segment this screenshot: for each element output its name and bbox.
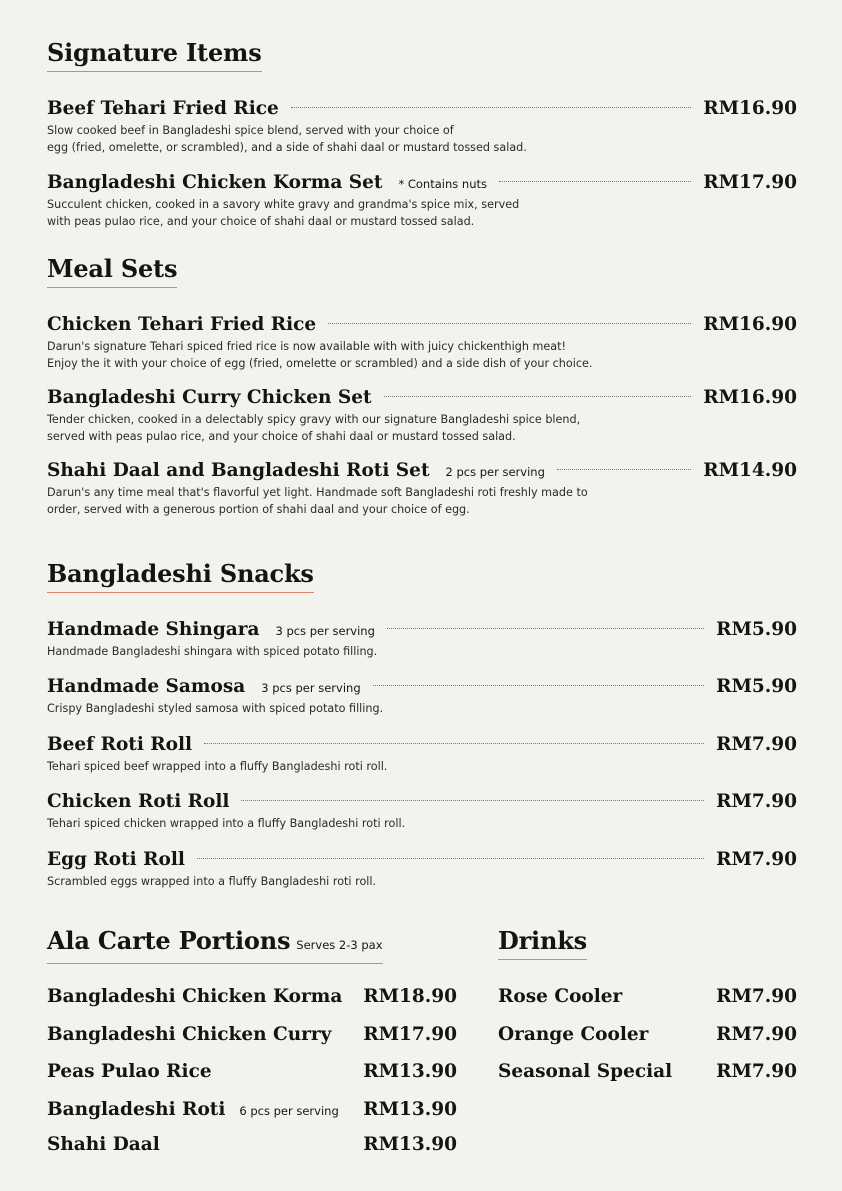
item-name: Bangladeshi Chicken Korma — [47, 986, 343, 1007]
item-price: RM13.90 — [363, 1134, 457, 1155]
dotted-leader — [387, 628, 704, 629]
item-description: Tehari spiced beef wrapped into a fluffy Bangladeshi roti roll. — [47, 760, 388, 773]
item-note: 3 pcs per serving — [275, 624, 375, 638]
item-price: RM7.90 — [716, 1024, 797, 1045]
item-name: Bangladeshi Roti — [47, 1099, 226, 1120]
item-description: Scrambled eggs wrapped into a fluffy Bangladeshi roti roll. — [47, 875, 377, 888]
menu-item — [47, 97, 797, 156]
ala-carte-item — [47, 1060, 457, 1084]
item-price: RM7.90 — [716, 791, 797, 812]
drink-item — [498, 1023, 797, 1047]
item-description: Darun's signature Tehari spiced fried rice is now available with with juicy chickenthigh meat! Enjoy the it with your choice of egg (fried, omelette or scrambled) and a side dish of your choice. — [47, 340, 593, 370]
ala-carte-item — [47, 1023, 457, 1047]
item-note: 2 pcs per serving — [445, 465, 545, 479]
menu-item — [47, 313, 797, 372]
item-description: Tehari spiced chicken wrapped into a fluffy Bangladeshi roti roll. — [47, 817, 406, 830]
item-description: Slow cooked beef in Bangladeshi spice blend, served with your choice of egg (fried, omelette, or scrambled), and a side of shahi daal or mustard tossed salad. — [47, 124, 527, 154]
ala-carte-item — [47, 1098, 457, 1122]
item-name: Bangladeshi Chicken Curry — [47, 1024, 332, 1045]
item-name: Chicken Tehari Fried Rice — [47, 314, 317, 335]
dotted-leader — [204, 743, 704, 744]
item-description: Tender chicken, cooked in a delectably spicy gravy with our signature Bangladeshi spice blend, served with peas pulao rice, and your choice of shahi daal or mustard tossed salad. — [47, 413, 581, 443]
item-name: Orange Cooler — [498, 1024, 649, 1045]
item-name: Handmade Samosa — [47, 676, 246, 697]
item-note: * Contains nuts — [398, 177, 487, 191]
dotted-leader — [291, 107, 691, 108]
menu-item — [47, 733, 797, 776]
item-price: RM5.90 — [716, 619, 797, 640]
dotted-leader — [328, 323, 691, 324]
item-price: RM7.90 — [716, 986, 797, 1007]
item-price: RM16.90 — [703, 314, 797, 335]
section-title-meal-sets: Meal Sets — [47, 254, 177, 288]
item-price: RM16.90 — [703, 387, 797, 408]
item-name: Bangladeshi Chicken Korma Set — [47, 172, 383, 193]
item-price: RM17.90 — [703, 172, 797, 193]
item-price: RM7.90 — [716, 1061, 797, 1082]
item-note: 3 pcs per serving — [261, 681, 361, 695]
item-name: Beef Roti Roll — [47, 734, 193, 755]
item-name: Seasonal Special — [498, 1061, 673, 1082]
item-description: Crispy Bangladeshi styled samosa with spiced potato filling. — [47, 702, 384, 715]
section-title-bangladeshi-snacks: Bangladeshi Snacks — [47, 559, 314, 593]
dotted-leader — [499, 181, 691, 182]
item-name: Peas Pulao Rice — [47, 1061, 212, 1082]
dotted-leader — [197, 858, 704, 859]
item-price: RM17.90 — [363, 1024, 457, 1045]
item-note: 6 pcs per serving — [239, 1104, 339, 1118]
item-price: RM16.90 — [703, 98, 797, 119]
dotted-leader — [241, 800, 704, 801]
item-price: RM13.90 — [363, 1061, 457, 1082]
item-price: RM7.90 — [716, 849, 797, 870]
item-name: Handmade Shingara — [47, 619, 260, 640]
item-description: Darun's any time meal that's flavorful yet light. Handmade soft Bangladeshi roti freshly made to order, served with a generous portion of shahi daal and your choice of egg. — [47, 486, 588, 516]
item-name: Bangladeshi Curry Chicken Set — [47, 387, 372, 408]
item-price: RM14.90 — [703, 460, 797, 481]
ala-carte-item — [47, 1133, 457, 1157]
section-title-signature-items: Signature Items — [47, 38, 262, 72]
menu-item — [47, 618, 797, 661]
drink-item — [498, 1060, 797, 1084]
menu-item — [47, 675, 797, 718]
menu-item — [47, 386, 797, 445]
item-name: Shahi Daal — [47, 1134, 160, 1155]
item-price: RM18.90 — [363, 986, 457, 1007]
dotted-leader — [557, 469, 691, 470]
item-description: Handmade Bangladeshi shingara with spiced potato filling. — [47, 645, 378, 658]
section-title-drinks: Drinks — [498, 926, 587, 960]
item-name: Rose Cooler — [498, 986, 623, 1007]
item-price: RM13.90 — [363, 1099, 457, 1120]
dotted-leader — [384, 396, 692, 397]
item-name: Shahi Daal and Bangladeshi Roti Set — [47, 460, 430, 481]
item-description: Succulent chicken, cooked in a savory white gravy and grandma's spice mix, served with peas pulao rice, and your choice of shahi daal or mustard tossed salad. — [47, 198, 520, 228]
menu-item — [47, 848, 797, 891]
ala-carte-item — [47, 985, 457, 1009]
dotted-leader — [373, 685, 704, 686]
item-price: RM5.90 — [716, 676, 797, 697]
menu-item — [47, 171, 797, 230]
section-title-ala-carte-portions: Ala Carte Portions Serves 2-3 pax — [47, 926, 383, 964]
drink-item — [498, 985, 797, 1009]
item-name: Egg Roti Roll — [47, 849, 185, 870]
section-subtitle: Serves 2-3 pax — [296, 938, 383, 952]
menu-item — [47, 459, 797, 518]
menu-item — [47, 790, 797, 833]
item-price: RM7.90 — [716, 734, 797, 755]
item-name: Beef Tehari Fried Rice — [47, 98, 279, 119]
item-name: Chicken Roti Roll — [47, 791, 230, 812]
